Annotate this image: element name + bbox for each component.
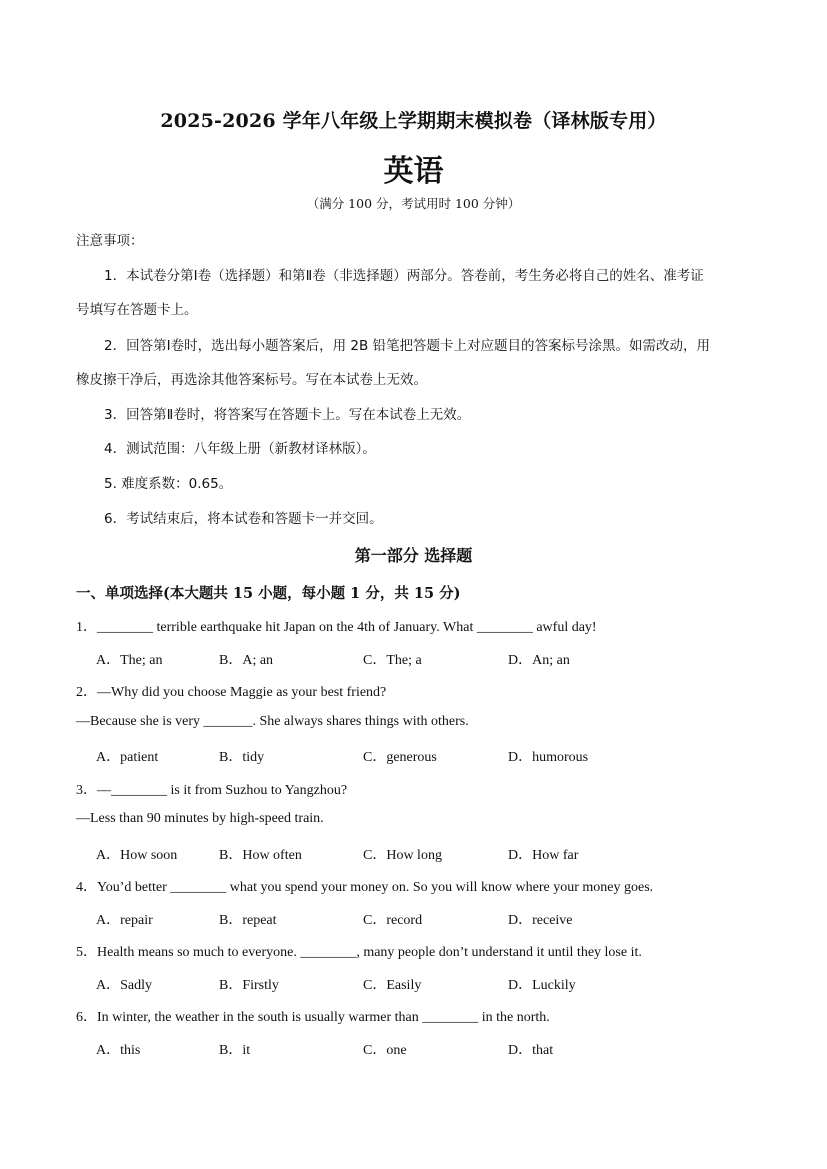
option-c: C．one [363, 1043, 407, 1058]
notice-item: 号填写在答题卡上。 [76, 302, 198, 318]
option-b: B．How often [219, 848, 302, 863]
option-b: B．it [219, 1043, 251, 1058]
question-stem: 5．Health means so much to everyone. ________, many people don’t understand it until they lose it. [76, 945, 642, 960]
question-stem: —Less than 90 minutes by high-speed train. [76, 811, 324, 826]
notice-item: 橡皮擦干净后，再选涂其他答案标号。写在本试卷上无效。 [76, 372, 427, 388]
option-d: D．How far [508, 848, 579, 863]
question-stem: 2．—Why did you choose Maggie as your best friend? [76, 685, 387, 700]
option-a: A．repair [96, 913, 153, 928]
notice-item: 1．本试卷分第Ⅰ卷（选择题）和第Ⅱ卷（非选择题）两部分。答卷前，考生务必将自己的姓名、准考证 [104, 268, 704, 284]
option-b: B．repeat [219, 913, 277, 928]
option-c: C．Easily [363, 978, 422, 993]
option-c: C．generous [363, 750, 437, 765]
option-b: B．tidy [219, 750, 265, 765]
notice-item: 3．回答第Ⅱ卷时，将答案写在答题卡上。写在本试卷上无效。 [104, 407, 471, 423]
option-a: A．this [96, 1043, 141, 1058]
option-a: A．Sadly [96, 978, 152, 993]
option-d: D．humorous [508, 750, 589, 765]
exam-info: （满分 100 分，考试用时 100 分钟） [306, 196, 521, 211]
question-stem: 4．You’d better ________ what you spend your money on. So you will know where your money goes. [76, 880, 654, 895]
notice-item: 2．回答第Ⅰ卷时，选出每小题答案后，用 2B 铅笔把答题卡上对应题目的答案标号涂黑。如需改动，用 [104, 338, 711, 354]
option-d: D．Luckily [508, 978, 576, 993]
option-c: C．record [363, 913, 423, 928]
question-stem: 3．—________ is it from Suzhou to Yangzhou? [76, 783, 348, 798]
section-heading: 一、单项选择(本大题共 15 小题，每小题 1 分，共 15 分) [76, 585, 461, 602]
question-stem: —Because she is very _______. She always shares things with others. [76, 714, 469, 729]
option-a: A．How soon [96, 848, 178, 863]
option-c: C．The; a [363, 653, 422, 668]
subject-title: 英语 [383, 154, 444, 189]
notice-label: 注意事项： [76, 233, 144, 249]
option-b: B．A; an [219, 653, 274, 668]
notice-item: 6．考试结束后，将本试卷和答题卡一并交回。 [104, 511, 383, 527]
option-a: A．patient [96, 750, 159, 765]
option-a: A．The; an [96, 653, 163, 668]
question-stem: 1．________ terrible earthquake hit Japan on the 4th of January. What ________ awful day! [76, 620, 597, 635]
exam-title: 2025-2026 学年八年级上学期期末模拟卷（译林版专用） [160, 110, 667, 132]
option-d: D．An; an [508, 653, 570, 668]
part-title: 第一部分 选择题 [354, 546, 473, 565]
option-c: C．How long [363, 848, 442, 863]
option-d: D．that [508, 1043, 554, 1058]
notice-item: 4．测试范围：八年级上册（新教材译林版）。 [104, 441, 376, 457]
notice-item: 5. 难度系数：0.65。 [104, 476, 233, 492]
question-stem: 6．In winter, the weather in the south is usually warmer than ________ in the north. [76, 1010, 550, 1025]
option-b: B．Firstly [219, 978, 279, 993]
option-d: D．receive [508, 913, 573, 928]
